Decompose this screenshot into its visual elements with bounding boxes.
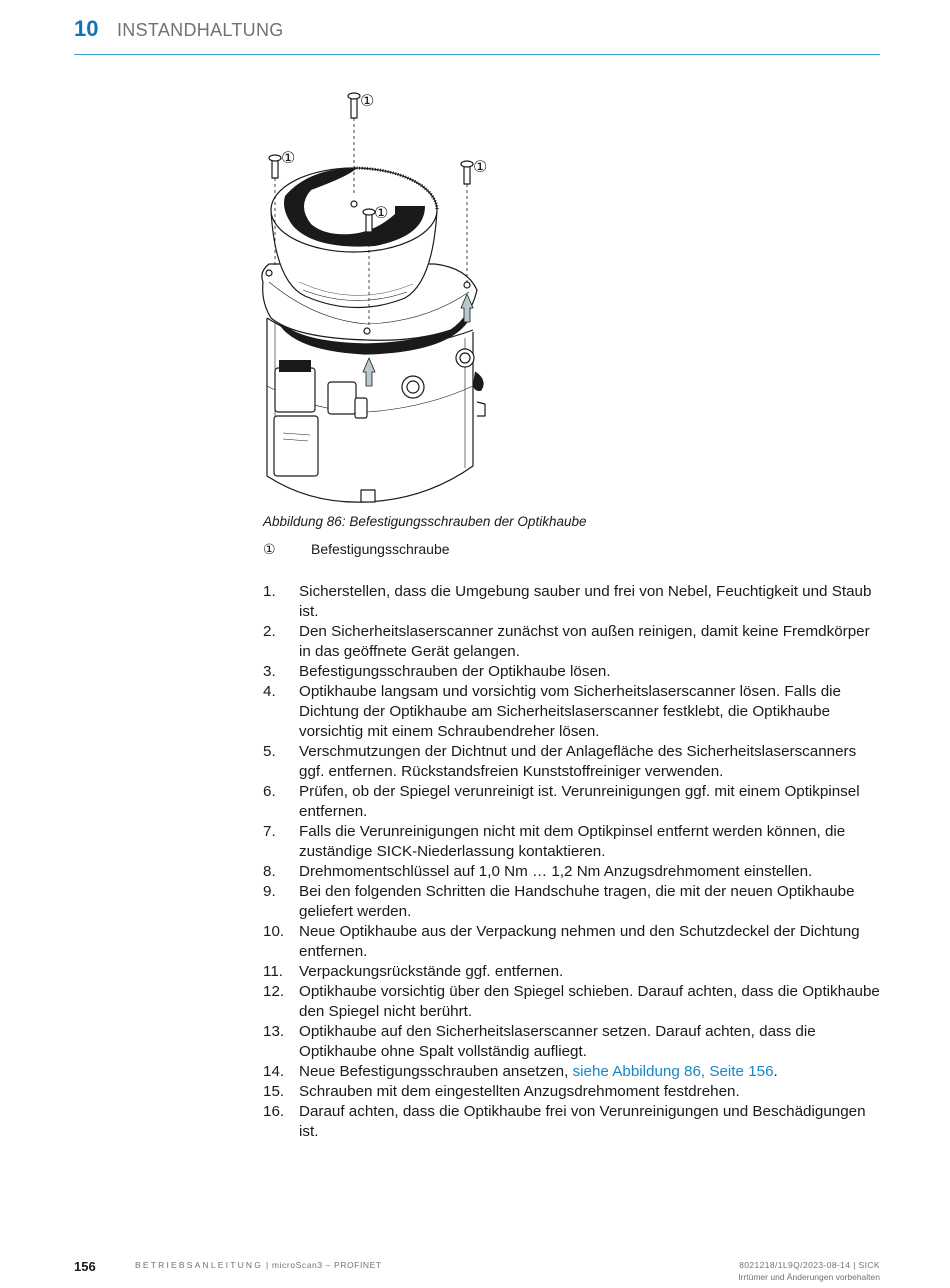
footer-meta	[738, 1259, 880, 1283]
step-text: Neue Befestigungsschrauben ansetzen,	[299, 1063, 573, 1080]
list-item	[263, 1022, 883, 1062]
step-text: Neue Optikhaube aus der Verpackung nehmen und den Schutzdeckel der Dichtung entfernen.	[299, 923, 860, 960]
list-item	[263, 1062, 883, 1082]
step-number: 12.	[263, 983, 285, 1000]
step-text: Darauf achten, dass die Optikhaube frei von Verunreinigungen und Beschädigungen ist.	[299, 1103, 866, 1140]
step-number: 11.	[263, 963, 283, 980]
page-number: 156	[74, 1259, 96, 1274]
list-item	[263, 742, 883, 782]
step-number: 7.	[263, 823, 276, 840]
legend-label: Befestigungsschraube	[311, 541, 450, 557]
figure-reference-link[interactable]: siehe Abbildung 86, Seite 156	[572, 1063, 774, 1080]
step-text: Optikhaube auf den Sicherheitslaserscanner setzen. Darauf achten, dass die Optikhaube ohne Spalt vollständig aufliegt.	[299, 1023, 816, 1060]
step-number: 2.	[263, 623, 276, 640]
doc-title: microScan3 – PROFINET	[271, 1260, 382, 1270]
step-text: Verschmutzungen der Dichtnut und der Anlagefläche des Sicherheitslaserscanners ggf. entfernen. Rückstandsfreien Kunststoffreiniger verwenden.	[299, 743, 857, 780]
disclaimer: Irrtümer und Änderungen vorbehalten	[738, 1272, 880, 1282]
callout-1-top: ①	[360, 91, 375, 110]
step-number: 1.	[263, 583, 276, 600]
step-text: Sicherstellen, dass die Umgebung sauber und frei von Nebel, Feuchtigkeit und Staub ist.	[299, 583, 872, 620]
list-item	[263, 882, 883, 922]
step-number: 5.	[263, 743, 276, 760]
footer-separator: |	[263, 1260, 272, 1270]
optics-cover-illustration	[255, 86, 500, 511]
step-text: Schrauben mit dem eingestellten Anzugsdrehmoment festdrehen.	[299, 1083, 740, 1100]
step-text: Optikhaube langsam und vorsichtig vom Sicherheitslaserscanner lösen. Falls die Dichtung der Optikhaube am Sicherheitslaserscanner festklebt, die Optikhaube vorsichtig mit einem Schraubendreher lösen.	[299, 683, 841, 740]
page-header	[74, 16, 880, 55]
list-item	[263, 922, 883, 962]
chapter-number: 10	[74, 16, 99, 41]
list-item	[263, 582, 883, 622]
step-number: 3.	[263, 663, 276, 680]
step-number: 14.	[263, 1063, 285, 1080]
list-item	[263, 1102, 883, 1142]
step-text: Bei den folgenden Schritten die Handschuhe tragen, die mit der neuen Optikhaube geliefert werden.	[299, 883, 855, 920]
step-number: 16.	[263, 1103, 285, 1120]
step-text: Verpackungsrückstände ggf. entfernen.	[299, 963, 564, 980]
maintenance-steps-list	[263, 582, 883, 1142]
legend-symbol: ①	[263, 541, 276, 557]
list-item	[263, 982, 883, 1022]
step-number: 15.	[263, 1083, 285, 1100]
chapter-title: INSTANDHALTUNG	[117, 20, 284, 40]
list-item	[263, 782, 883, 822]
step-number: 6.	[263, 783, 276, 800]
list-item	[263, 862, 883, 882]
doc-code: 8021218/1L9Q/2023-08-14 | SICK	[739, 1260, 880, 1270]
doc-kind: BETRIEBSANLEITUNG	[135, 1260, 264, 1270]
footer-document-title	[135, 1260, 382, 1270]
figure-legend	[263, 541, 450, 558]
step-text: Drehmomentschlüssel auf 1,0 Nm … 1,2 Nm Anzugsdrehmoment einstellen.	[299, 863, 813, 880]
list-item	[263, 1082, 883, 1102]
list-item	[263, 662, 883, 682]
step-number: 4.	[263, 683, 276, 700]
figure-caption: Abbildung 86: Befestigungsschrauben der Optikhaube	[263, 514, 587, 529]
callout-1-right: ①	[473, 157, 488, 176]
step-text-end: .	[773, 1063, 778, 1080]
list-item	[263, 622, 883, 662]
step-text: Den Sicherheitslaserscanner zunächst von außen reinigen, damit keine Fremdkörper in das geöffnete Gerät gelangen.	[299, 623, 870, 660]
step-text: Befestigungsschrauben der Optikhaube lösen.	[299, 663, 611, 680]
step-text: Falls die Verunreinigungen nicht mit dem Optikpinsel entfernt werden können, die zuständige SICK-Niederlassung kontaktieren.	[299, 823, 846, 860]
step-text: Optikhaube vorsichtig über den Spiegel schieben. Darauf achten, dass die Optikhaube den Spiegel nicht berührt.	[299, 983, 880, 1020]
list-item	[263, 962, 883, 982]
step-number: 8.	[263, 863, 276, 880]
list-item	[263, 822, 883, 862]
step-text: Prüfen, ob der Spiegel verunreinigt ist. Verunreinigungen ggf. mit einem Optikpinsel entfernen.	[299, 783, 860, 820]
list-item	[263, 682, 883, 742]
step-number: 10.	[263, 923, 285, 940]
callout-1-center: ①	[374, 203, 389, 222]
step-number: 9.	[263, 883, 276, 900]
callout-1-left: ①	[281, 148, 296, 167]
step-number: 13.	[263, 1023, 285, 1040]
